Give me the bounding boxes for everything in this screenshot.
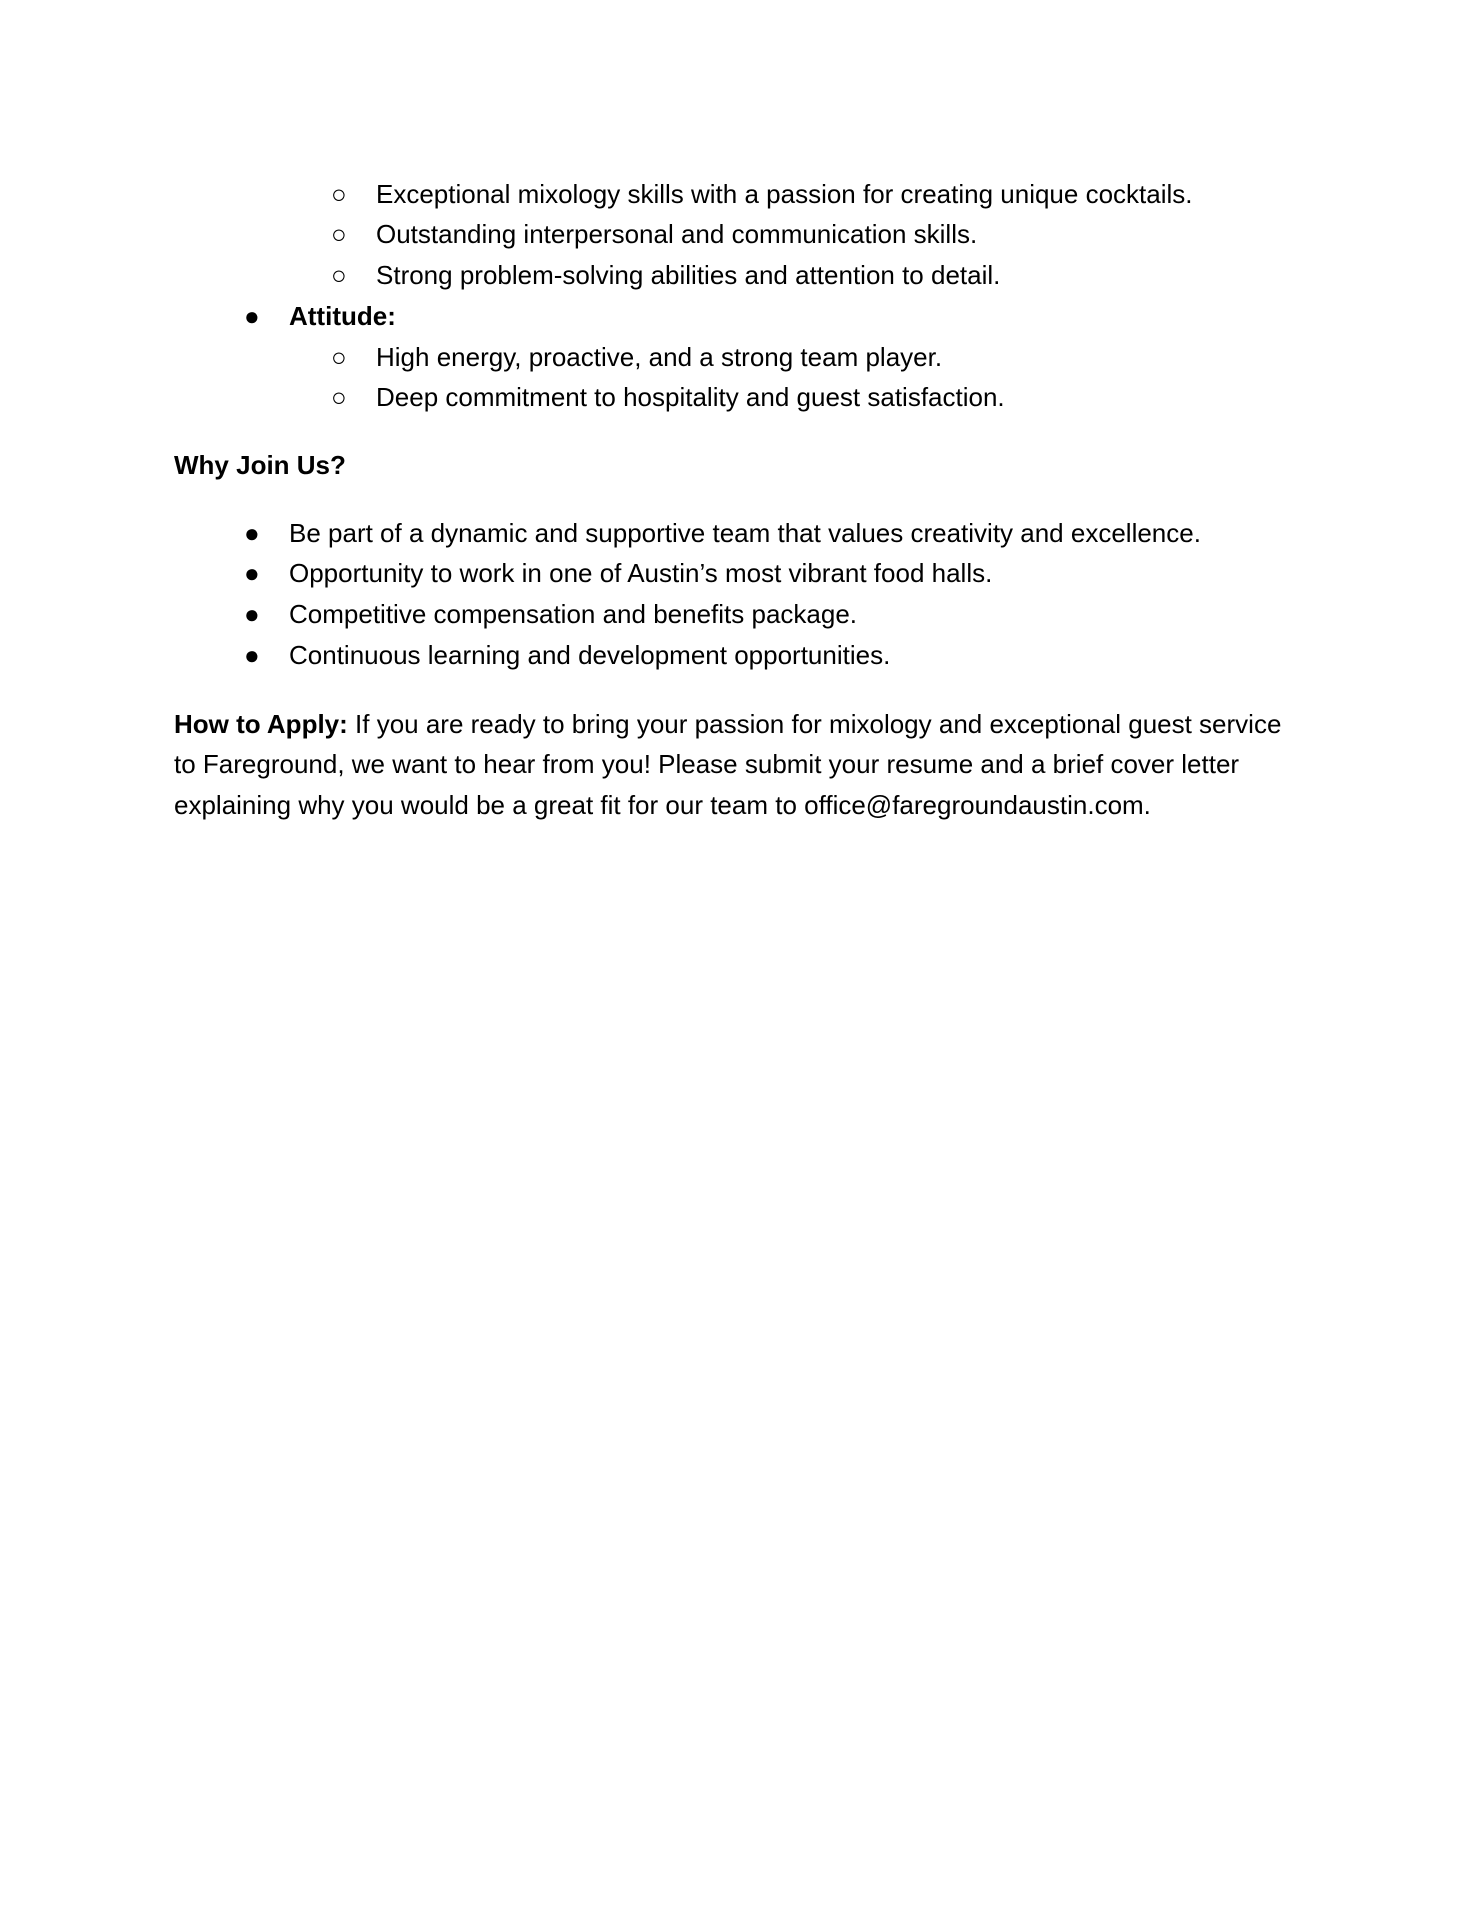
list-item: Continuous learning and development opportunities. bbox=[289, 640, 891, 670]
list-item: Outstanding interpersonal and communication skills. bbox=[376, 219, 978, 249]
how-to-apply-paragraph-line-1 bbox=[174, 704, 1281, 744]
list-item: Strong problem-solving abilities and attention to detail. bbox=[376, 260, 1001, 290]
how-to-apply-text: If you are ready to bring your passion for mixology and exceptional guest service bbox=[347, 709, 1282, 739]
how-to-apply-label: How to Apply: bbox=[174, 709, 348, 739]
list-item: Opportunity to work in one of Austin’s most vibrant food halls. bbox=[289, 558, 993, 588]
filled-bullet-icon: ● bbox=[244, 599, 260, 629]
how-to-apply-paragraph-line-3: explaining why you would be a great fit for our team to office@faregroundaustin.com. bbox=[174, 790, 1151, 820]
filled-bullet-icon: ● bbox=[244, 558, 260, 588]
list-item: Exceptional mixology skills with a passion for creating unique cocktails. bbox=[376, 179, 1193, 209]
why-join-heading: Why Join Us? bbox=[174, 450, 346, 480]
filled-bullet-icon: ● bbox=[244, 301, 260, 331]
list-item: Be part of a dynamic and supportive team that values creativity and excellence. bbox=[289, 518, 1201, 548]
hollow-bullet-icon: ○ bbox=[331, 342, 347, 372]
filled-bullet-icon: ● bbox=[244, 640, 260, 670]
hollow-bullet-icon: ○ bbox=[331, 260, 347, 290]
list-item: Competitive compensation and benefits package. bbox=[289, 599, 858, 629]
hollow-bullet-icon: ○ bbox=[331, 219, 347, 249]
how-to-apply-paragraph-line-2: to Fareground, we want to hear from you! Please submit your resume and a brief cover letter bbox=[174, 749, 1240, 779]
list-item: Deep commitment to hospitality and guest satisfaction. bbox=[376, 382, 1005, 412]
attitude-label: Attitude: bbox=[289, 301, 396, 331]
list-item: High energy, proactive, and a strong team player. bbox=[376, 342, 943, 372]
filled-bullet-icon: ● bbox=[244, 518, 260, 548]
hollow-bullet-icon: ○ bbox=[331, 382, 347, 412]
hollow-bullet-icon: ○ bbox=[331, 179, 347, 209]
